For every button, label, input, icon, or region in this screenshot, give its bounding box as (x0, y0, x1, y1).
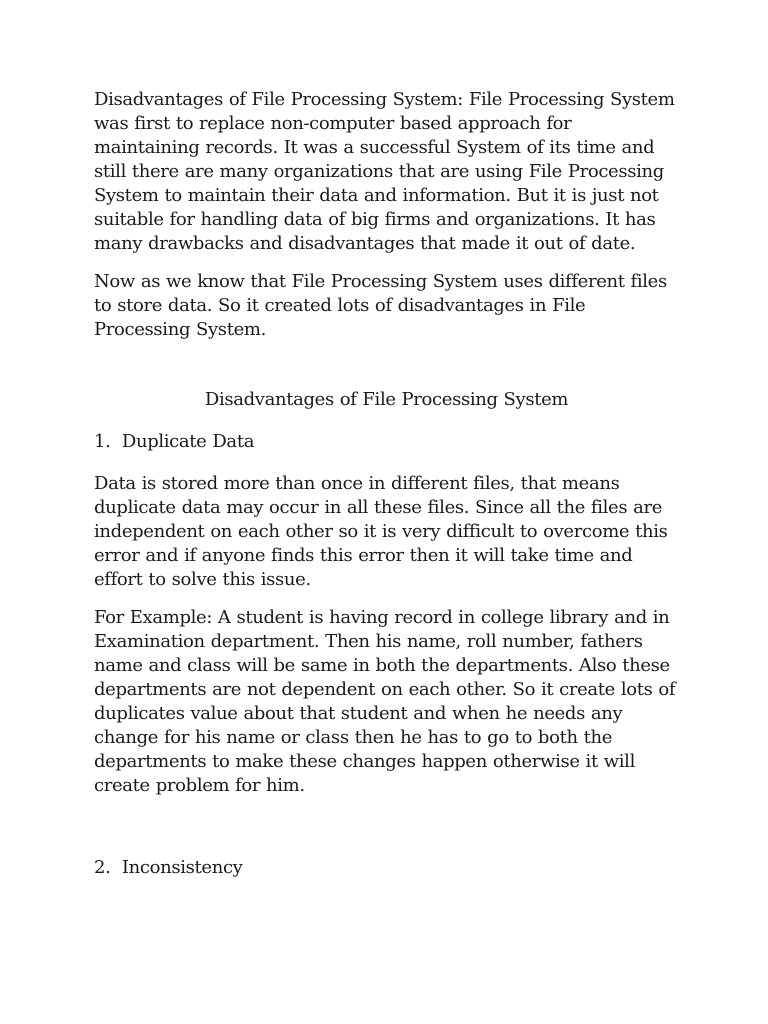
list-item-inconsistency (94, 856, 679, 880)
second-paragraph: Now as we know that File Processing System uses different files to store data. So it created lots of disadvantages in File Processing System. (94, 271, 667, 340)
intro-paragraph: Disadvantages of File Processing System: File Processing System was first to replace non-computer based approach for maintaining records. It was a successful System of its time and still there are many organizations that are using File Processing System to maintain their data and information. But it is just not suitable for handling data of big firms and organizations. It has many drawbacks and disadvantages that made it out of date. (94, 89, 675, 254)
duplicate-data-description: Data is stored more than once in different files, that means duplicate data may occur in all these files. Since all the files are independent on each other so it is very difficult to overcome this error and if anyone finds this error then it will take time and effort to solve this issue. (94, 473, 668, 590)
list-item-duplicate-data (94, 430, 679, 454)
list-item-number: 2. (94, 857, 111, 878)
section-heading: Disadvantages of File Processing System (204, 389, 569, 410)
duplicate-data-example: For Example: A student is having record in college library and in Examination department. Then his name, roll number, fathers name and class will be same in both the departments. Also these departments are not dependent on each other. So it create lots of duplicates value about that student and when he needs any change for his name or class then he has to go to both the departments to make these changes happen otherwise it will create problem for him. (94, 607, 676, 796)
list-item-title: Duplicate Data (121, 431, 255, 452)
document-page (94, 88, 679, 898)
list-item-number: 1. (94, 431, 111, 452)
list-item-title: Inconsistency (121, 857, 243, 878)
